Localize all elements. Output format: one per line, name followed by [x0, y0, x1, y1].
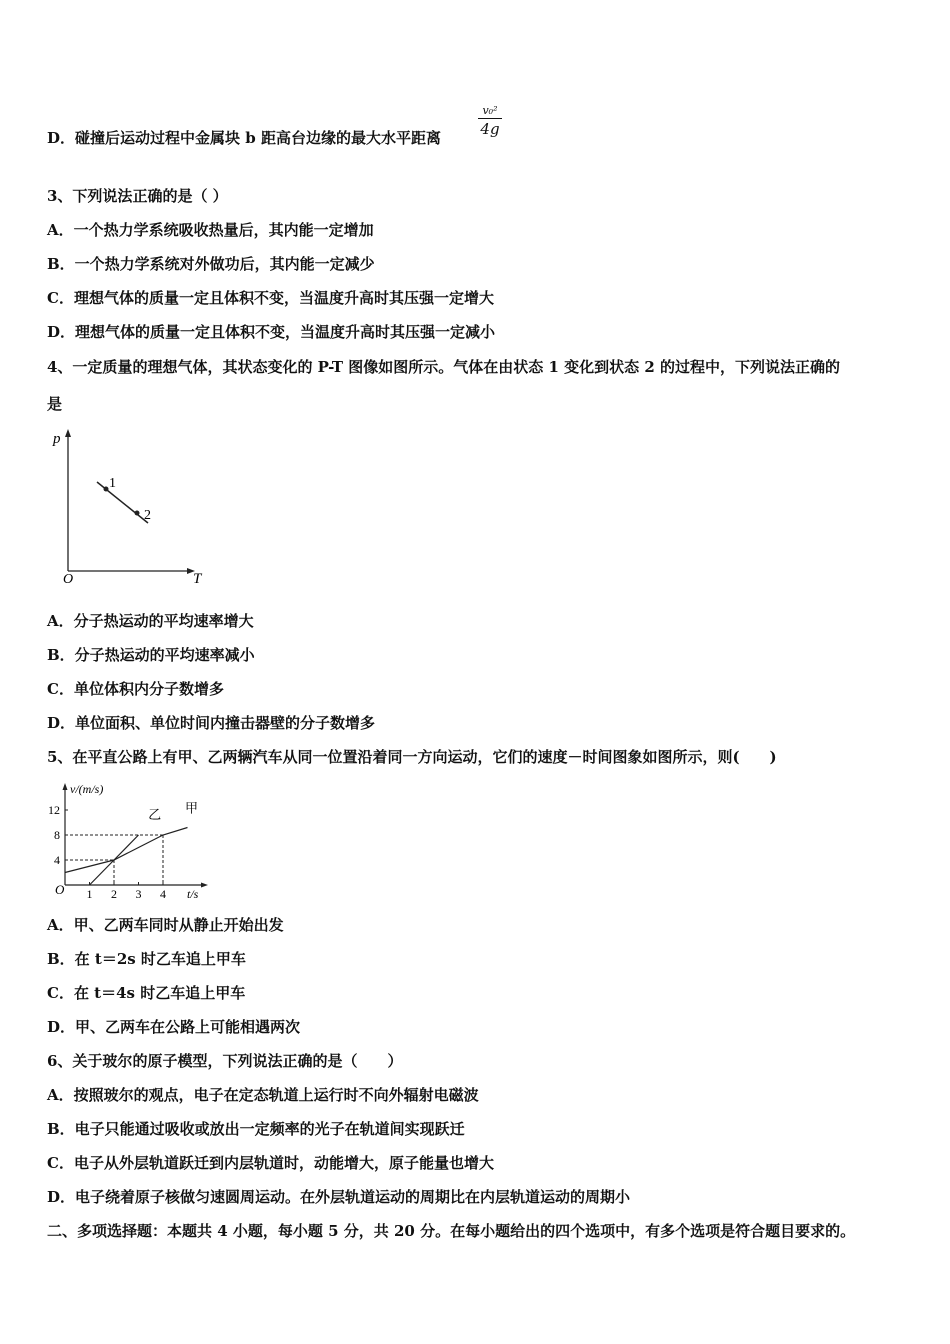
x-tick-label-4: 4 [160, 887, 166, 901]
q5-option-d: D．甲、乙两车在公路上可能相遇两次 [47, 1018, 301, 1036]
y-tick-label-12: 12 [48, 803, 60, 817]
q4-x-label: T [193, 571, 202, 587]
q2-fraction [478, 104, 502, 138]
q5-y-arrow [63, 783, 68, 790]
q3-option-a: A．一个热力学系统吸收热量后，其内能一定增加 [47, 221, 374, 239]
y-tick-label-4: 4 [54, 853, 60, 867]
q4-option-a: A．分子热运动的平均速率增大 [47, 612, 254, 630]
section2-title: 二、多项选择题：本题共 4 小题，每小题 5 分，共 20 分。在每小题给出的四个选项中，有多个选项是符合题目要求的。 [47, 1222, 856, 1240]
q4-point-2 [135, 511, 140, 516]
q4-y-label: p [53, 431, 61, 447]
q4-stem-line2: 是 [47, 395, 63, 413]
q5-vt-chart [45, 780, 215, 905]
q4-pt-graph [45, 425, 215, 590]
fraction-numerator: v₀² [478, 104, 502, 119]
q4-point-1-label: 1 [109, 476, 116, 491]
q5-origin-label: O [55, 882, 65, 897]
series-label-yi: 乙 [148, 806, 162, 822]
q3-option-d: D．理想气体的质量一定且体积不变，当温度升高时其压强一定减小 [47, 323, 496, 341]
x-tick-label-3: 3 [135, 887, 142, 901]
q6-option-c: C．电子从外层轨道跃迁到内层轨道时，动能增大，原子能量也增大 [47, 1154, 494, 1172]
q5-option-c: C．在 t＝4s 时乙车追上甲车 [47, 984, 246, 1002]
q4-option-c: C．单位体积内分子数增多 [47, 680, 224, 698]
q5-stem: 5、在平直公路上有甲、乙两辆汽车从同一位置沿着同一方向运动，它们的速度－时间图象如图所示，则( ) [47, 748, 777, 766]
q6-stem: 6、关于玻尔的原子模型，下列说法正确的是（ ） [47, 1052, 403, 1070]
q4-origin-label: O [63, 572, 74, 587]
q5-y-axis-label: v/(m/s) [70, 782, 104, 796]
q3-stem: 3、下列说法正确的是（ ） [47, 187, 228, 205]
q3-option-b: B．一个热力学系统对外做功后，其内能一定减少 [47, 255, 375, 273]
series-label-jia: 甲 [185, 800, 199, 816]
x-tick-label-2: 2 [111, 887, 117, 901]
q4-option-d: D．单位面积、单位时间内撞击器壁的分子数增多 [47, 714, 376, 732]
q2-option-d: D．碰撞后运动过程中金属块 b 距高台边缘的最大水平距离 [47, 129, 441, 147]
x-tick-label-1: 1 [86, 887, 93, 901]
q5-x-axis-label: t/s [187, 887, 199, 901]
fraction-denominator: 4g [480, 120, 500, 138]
series-line-0 [65, 828, 188, 873]
q5-option-a: A．甲、乙两车同时从静止开始出发 [47, 916, 284, 934]
q4-y-arrow [65, 429, 71, 437]
q4-option-b: B．分子热运动的平均速率减小 [47, 646, 255, 664]
q4-point-2-label: 2 [144, 508, 151, 523]
q3-option-c: C．理想气体的质量一定且体积不变，当温度升高时其压强一定增大 [47, 289, 494, 307]
y-tick-label-8: 8 [54, 828, 60, 842]
q4-stem-line1: 4、一定质量的理想气体，其状态变化的 P-T 图像如图所示。气体在由状态 1 变化到状态 2 的过程中，下列说法正确的 [47, 358, 841, 376]
q6-option-d: D．电子绕着原子核做匀速圆周运动。在外层轨道运动的周期比在内层轨道运动的周期小 [47, 1188, 631, 1206]
q4-point-1 [104, 487, 109, 492]
q6-option-b: B．电子只能通过吸收或放出一定频率的光子在轨道间实现跃迁 [47, 1120, 465, 1138]
q5-x-arrow [201, 883, 208, 888]
q6-option-a: A．按照玻尔的观点，电子在定态轨道上运行时不向外辐射电磁波 [47, 1086, 479, 1104]
q5-option-b: B．在 t＝2s 时乙车追上甲车 [47, 950, 246, 968]
